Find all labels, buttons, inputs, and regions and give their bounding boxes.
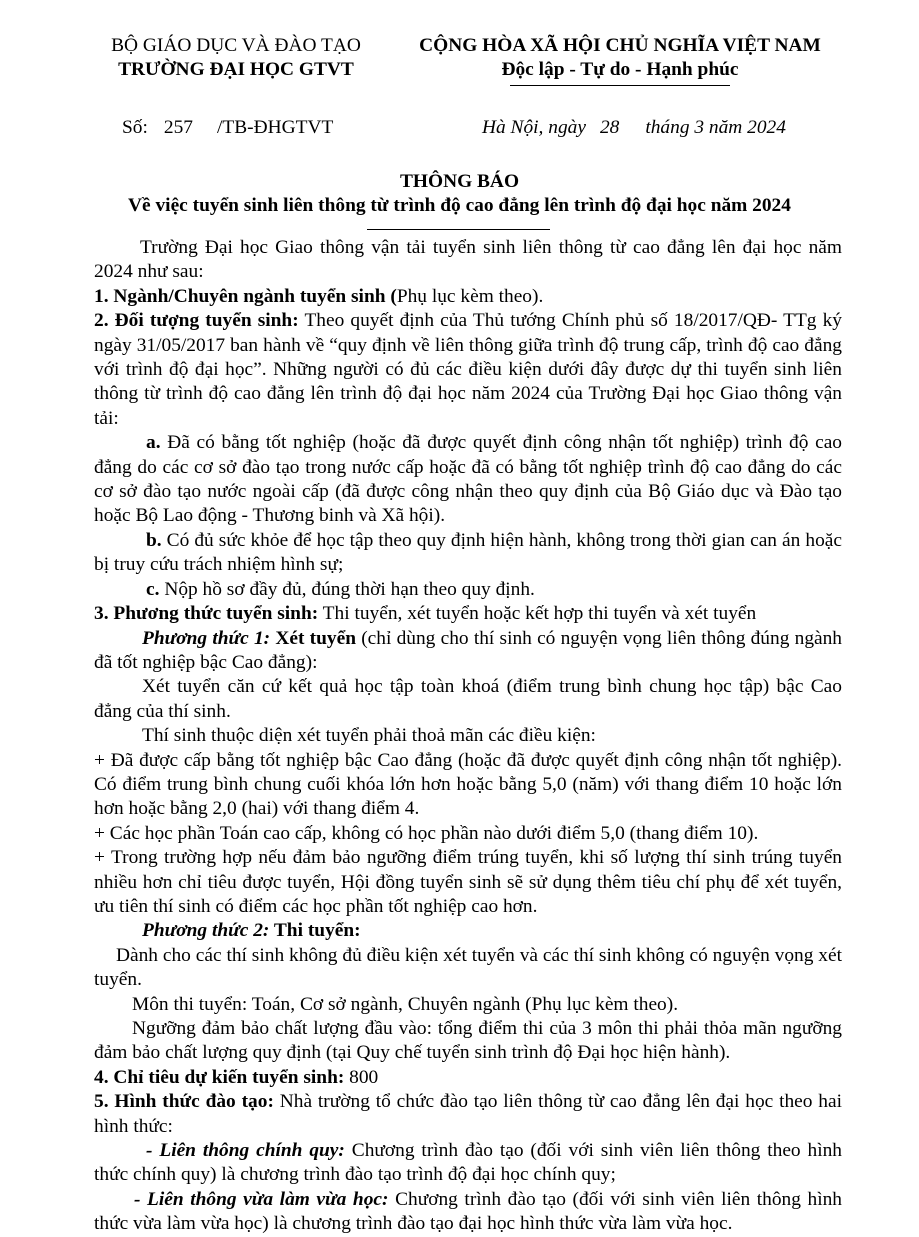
method-1-name: Xét tuyển xyxy=(270,627,356,649)
section-1-heading: 1. Ngành/Chuyên ngành tuyển sinh ( xyxy=(94,285,397,307)
method-2 xyxy=(94,919,842,943)
method-1-condition-2: + Các học phần Toán cao cấp, không có học phần nào dưới điểm 5,0 (thang điểm 10). xyxy=(94,822,759,844)
section-2-item-a xyxy=(94,431,842,529)
method-1-paragraph-2: Thí sinh thuộc diện xét tuyển phải thoả mãn các điều kiện: xyxy=(142,725,596,747)
item-a-text: Đã có bằng tốt nghiệp (hoặc đã được quyết định công nhận tốt nghiệp) trình độ cao đẳng do các cơ sở đào tạo trong nước cấp hoặc đã có bằng tốt nghiệp trình độ cao đẳng do các cơ sở đào tạo nước ngoài cấp (đã được công nhận theo quy định của Bộ Giáo dục và Đào tạo hoặc Bộ Lao động - Thương binh và Xã hội). xyxy=(94,432,842,527)
section-5-heading: 5. Hình thức đào tạo: xyxy=(94,1091,274,1113)
section-1-text: Phụ lục kèm theo). xyxy=(396,285,544,307)
ministry-name: BỘ GIÁO DỤC VÀ ĐÀO TẠO xyxy=(111,35,361,56)
section-2-text: Theo quyết định của Thủ tướng Chính phủ số 18/2017/QĐ- TTg ký ngày 31/05/2017 ban hành về “quy định về liên thông giữa trình độ trung cấp, trình độ cao đẳng với trình độ đại học”. Những người có đủ các điều kiện dưới đây được dự thi tuyển sinh liên thông từ trình độ cao đẳng lên trình độ đại học năm 2024 của Trường Đại học Giao thông vận tải: xyxy=(94,310,842,429)
method-1-condition-1: + Đã được cấp bằng tốt nghiệp bậc Cao đẳng (hoặc đã được quyết định công nhận tốt nghiệp). Có điểm trung bình chung cuối khóa lớn hơn hoặc bằng 5,0 (năm) với thang điểm 10 hoặc lớn hơn hoặc bằng 2,0 (hai) với thang điểm 4. xyxy=(94,749,842,820)
title-underline xyxy=(367,229,550,230)
country-name: CỘNG HÒA XÃ HỘI CHỦ NGHĨA VIỆT NAM xyxy=(419,35,821,56)
method-2-paragraph-2: Môn thi tuyển: Toán, Cơ sở ngành, Chuyên ngành (Phụ lục kèm theo). xyxy=(132,993,679,1015)
method-2-label: Phương thức 2: xyxy=(142,920,270,942)
form-2 xyxy=(94,1188,842,1237)
section-3 xyxy=(94,602,842,626)
section-5-text: Nhà trường tổ chức đào tạo liên thông từ cao đẳng lên đại học theo hai hình thức: xyxy=(94,1091,843,1137)
item-c-label: c. xyxy=(146,578,160,600)
method-1-condition-3: + Trong trường hợp nếu đảm bảo ngưỡng điểm trúng tuyển, khi số lượng thí sinh trúng tuyển nhiều hơn chỉ tiêu được tuyển, Hội đồng tuyển sinh sẽ sử dụng thêm tiêu chí phụ để xét tuyển, ưu tiên thí sinh có điểm các học phần tốt nghiệp cao hơn. xyxy=(94,847,842,917)
section-4-text: 800 xyxy=(344,1066,379,1088)
section-2-heading: 2. Đối tượng tuyển sinh: xyxy=(94,310,299,332)
method-2-paragraph-3: Ngưỡng đảm bảo chất lượng đầu vào: tổng điểm thi của 3 môn thi phải thỏa mãn ngưỡng đảm bảo chất lượng quy định (tại Quy chế tuyển sinh trình độ Đại học hiện hành). xyxy=(94,1018,842,1064)
university-name: TRƯỜNG ĐẠI HỌC GTVT xyxy=(118,59,354,80)
document-number: Số: 257 /TB-ĐHGTVT xyxy=(122,117,334,138)
method-1-text: (chỉ dùng cho thí sinh có nguyện vọng liên thông đúng ngành đã tốt nghiệp bậc Cao đẳng): xyxy=(94,627,843,673)
section-3-text: Thi tuyển, xét tuyển hoặc kết hợp thi tuyển và xét tuyển xyxy=(318,603,757,625)
section-1 xyxy=(94,285,842,309)
section-3-heading: 3. Phương thức tuyển sinh: xyxy=(94,603,319,625)
national-motto: Độc lập - Tự do - Hạnh phúc xyxy=(501,59,739,80)
form-2-text: Chương trình đào tạo (đối với sinh viên liên thông hình thức vừa làm vừa học) là chương trình đào tạo đại học hình thức vừa làm vừa học. xyxy=(94,1188,842,1235)
method-1-paragraph-1: Xét tuyển căn cứ kết quả học tập toàn khoá (điểm trung bình chung học tập) bậc Cao đẳng của thí sinh. xyxy=(94,676,842,722)
document-subtitle: Về việc tuyển sinh liên thông từ trình độ cao đẳng lên trình độ đại học năm 2024 xyxy=(128,195,791,216)
item-b-label: b. xyxy=(146,529,162,551)
section-4 xyxy=(94,1066,842,1090)
section-4-heading: 4. Chỉ tiêu dự kiến tuyển sinh: xyxy=(94,1066,345,1088)
document-title: THÔNG BÁO xyxy=(399,171,520,192)
document-date: Hà Nội, ngày 28 tháng 3 năm 2024 xyxy=(482,117,786,138)
method-1 xyxy=(94,627,842,676)
form-2-label: - Liên thông vừa làm vừa học: xyxy=(134,1188,389,1210)
form-1-label: - Liên thông chính quy: xyxy=(146,1140,345,1162)
section-5 xyxy=(94,1090,842,1139)
item-c-text: Nộp hồ sơ đầy đủ, đúng thời hạn theo quy định. xyxy=(159,578,535,600)
section-2-item-c xyxy=(94,578,842,602)
method-1-label: Phương thức 1: xyxy=(142,627,271,649)
motto-underline xyxy=(510,85,730,86)
section-2 xyxy=(94,309,842,431)
method-2-name: Thi tuyển: xyxy=(269,920,361,942)
item-b-text: Có đủ sức khỏe để học tập theo quy định hiện hành, không trong thời gian can án hoặc bị truy cứu trách nhiệm hình sự; xyxy=(94,529,842,576)
intro-paragraph: Trường Đại học Giao thông vận tải tuyển sinh liên thông từ cao đẳng lên đại học năm 2024 như sau: xyxy=(94,237,842,283)
document-body xyxy=(94,236,842,1237)
section-2-item-b xyxy=(94,529,842,578)
method-2-paragraph-1: Dành cho các thí sinh không đủ điều kiện xét tuyển và các thí sinh không có nguyện vọng xét tuyển. xyxy=(94,944,842,991)
form-1-text: Chương trình đào tạo (đối với sinh viên liên thông theo hình thức chính quy) là chương trình đào tạo trình độ đại học chính quy; xyxy=(94,1140,842,1186)
item-a-label: a. xyxy=(146,432,161,454)
form-1 xyxy=(94,1139,842,1188)
